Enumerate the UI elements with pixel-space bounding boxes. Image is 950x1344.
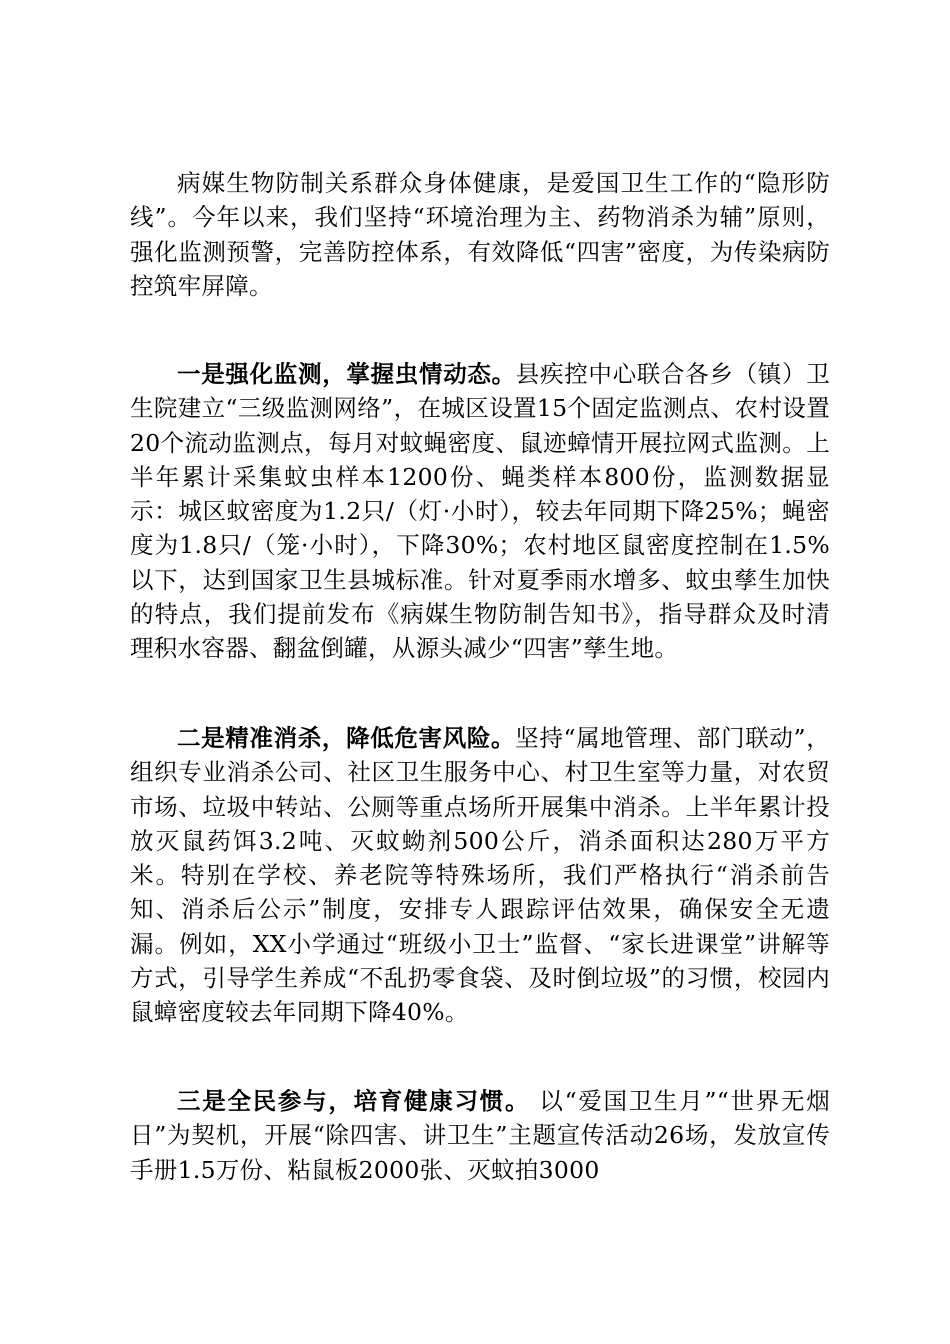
section-heading-disinfection: 二是精准消杀，降低危害风险。 <box>177 724 516 752</box>
section-body-monitoring: 县疾控中心联合各乡（镇）卫生院建立“三级监测网络”，在城区设置15个固定监测点、农村设置20个流动监测点，每月对蚊蝇密度、鼠迹蟑情开展拉网式监测。上半年累计采集蚊虫样本1200份、蝇类样本800份，监测数据显示：城区蚊密度为1.2只/（灯·小时），较去年同期下降25%；蝇密度为1.8只/（笼·小时），下降30%；农村地区鼠密度控制在1.5%以下，达到国家卫生县城标准。针对夏季雨水增多、蚊虫孳生加快的特点，我们提前发布《病媒生物防制告知书》，指导群众及时清理积水容器、翻盆倒罐，从源头减少“四害”孳生地。 <box>130 360 830 663</box>
section-paragraph-monitoring <box>130 357 830 666</box>
intro-paragraph <box>130 166 830 303</box>
section-heading-monitoring: 一是强化监测，掌握虫情动态。 <box>177 360 516 388</box>
section-paragraph-participation <box>130 1084 830 1187</box>
section-paragraph-disinfection <box>130 721 830 1030</box>
section-body-disinfection: 坚持“属地管理、部门联动”，组织专业消杀公司、社区卫生服务中心、村卫生室等力量，对农贸市场、垃圾中转站、公厕等重点场所开展集中消杀。上半年累计投放灭鼠药饵3.2吨、灭蚊蚴剂500公斤，消杀面积达280万平方米。特别在学校、养老院等特殊场所，我们严格执行“消杀前告知、消杀后公示”制度，安排专人跟踪评估效果，确保安全无遗漏。例如，XX小学通过“班级小卫士”监督、“家长进课堂”讲解等方式，引导学生养成“不乱扔零食袋、及时倒垃圾”的习惯，校园内鼠蟑密度较去年同期下降40%。 <box>130 724 831 1027</box>
section-body-participation: 以“爱国卫生月”“世界无烟日”为契机，开展“除四害、讲卫生”主题宣传活动26场，发放宣传手册1.5万份、粘鼠板2000张、灭蚊拍3000 <box>130 1087 830 1184</box>
section-heading-participation: 三是全民参与，培育健康习惯。 <box>177 1087 531 1115</box>
intro-text: 病媒生物防制关系群众身体健康，是爱国卫生工作的“隐形防线”。今年以来，我们坚持“环境治理为主、药物消杀为辅”原则，强化监测预警，完善防控体系，有效降低“四害”密度，为传染病防控筑牢屏障。 <box>130 169 830 300</box>
